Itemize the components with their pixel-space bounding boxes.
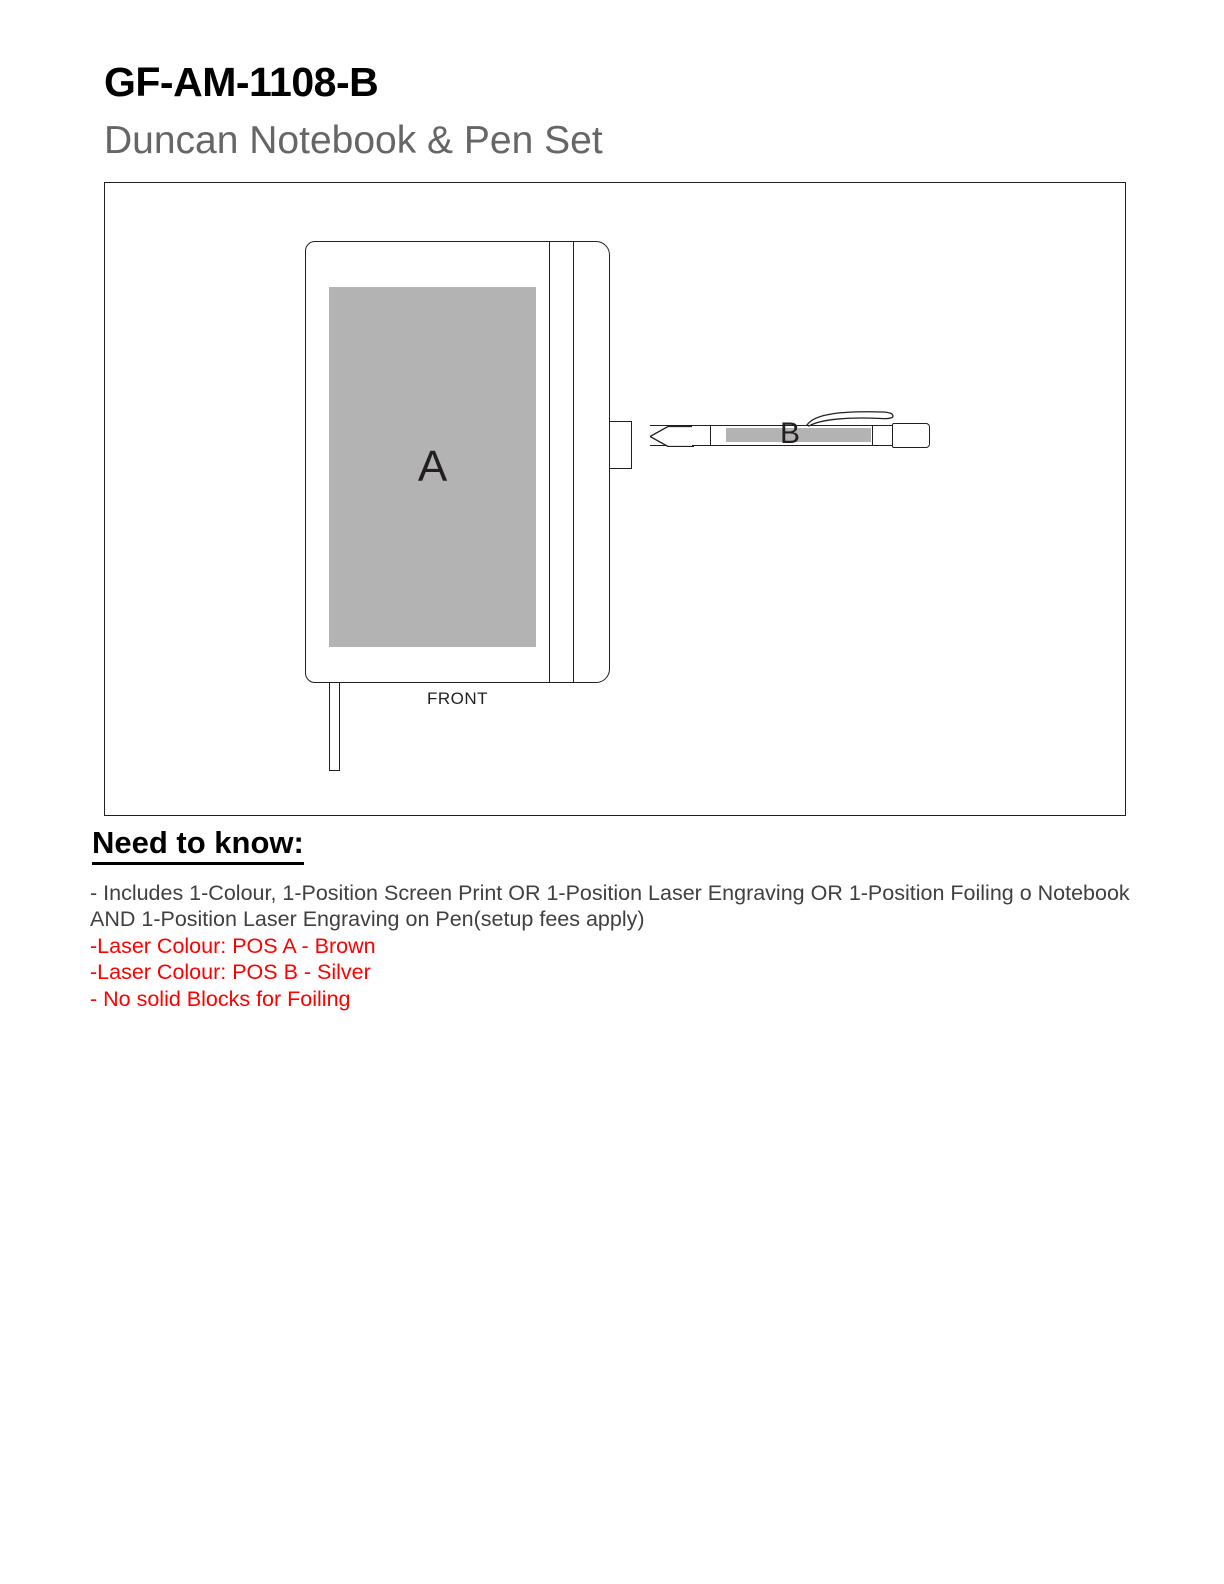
need-to-know-list [90, 880, 1150, 1012]
pen-grip-line-1 [710, 425, 711, 446]
need-to-know-line: - No solid Blocks for Foiling [90, 986, 351, 1011]
need-to-know-line: -Laser Colour: POS A - Brown [90, 933, 376, 958]
pen-illustration [650, 405, 940, 465]
artwork-panel [104, 182, 1126, 816]
pen-end-cap [892, 423, 930, 448]
product-name: Duncan Notebook & Pen Set [104, 119, 603, 162]
need-to-know-heading: Need to know: [92, 826, 304, 865]
notebook-spine-line-1 [549, 241, 550, 683]
pen-tip [650, 425, 694, 446]
pen-clip [805, 411, 895, 427]
pen-tip-shape [650, 426, 694, 447]
need-to-know-line: - Includes 1-Colour, 1-Position Screen Print OR 1-Position Laser Engraving OR 1-Position Foiling o Notebook AND 1-Position Laser Engraving on Pen(setup fees apply) [90, 881, 1130, 932]
notebook-view-label: FRONT [426, 689, 489, 708]
page-title: GF-AM-1108-B [104, 59, 379, 105]
notebook-spine-line-2 [573, 241, 574, 683]
notebook-illustration [305, 241, 610, 683]
print-area-a [329, 287, 536, 647]
position-label-a: A [417, 442, 448, 491]
pen-clip-shape [805, 411, 895, 427]
pen-grip-line-2 [872, 425, 873, 446]
need-to-know-line: -Laser Colour: POS B - Silver [90, 960, 371, 985]
position-label-b: B [780, 417, 801, 450]
notebook-elastic-tab [610, 421, 632, 469]
